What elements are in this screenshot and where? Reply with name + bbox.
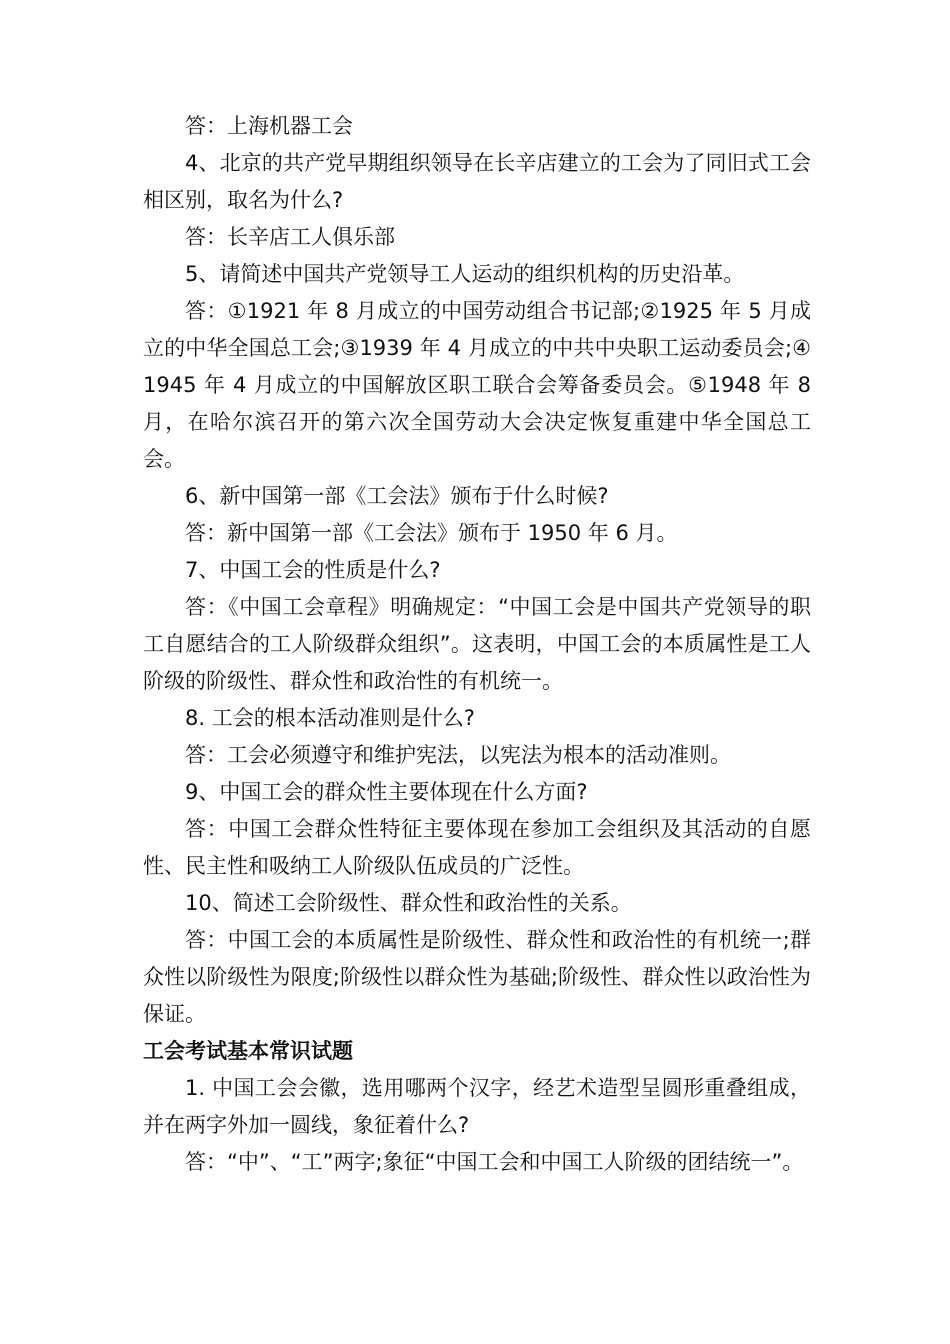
section-heading: 工会考试基本常识试题 <box>143 1039 353 1063</box>
question-5: 5、请简述中国共产党领导工人运动的组织机构的历史沿革。 <box>185 262 745 286</box>
answer-9: 答：中国工会群众性特征主要体现在参加工会组织及其活动的自愿性、民主性和吸纳工人阶级队伍成员的广泛性。 <box>143 817 811 878</box>
answer-3: 答：上海机器工会 <box>185 114 353 138</box>
document-body <box>143 108 811 1181</box>
question-10: 10、简述工会阶级性、群众性和政治性的关系。 <box>185 891 632 915</box>
question-8: 8. 工会的根本活动准则是什么? <box>185 706 475 730</box>
answer-7: 答：《中国工会章程》明确规定：“中国工会是中国共产党领导的职工自愿结合的工人阶级群众组织”。这表明，中国工会的本质属性是工人阶级的阶级性、群众性和政治性的有机统一。 <box>143 595 811 693</box>
question-6: 6、新中国第一部《工会法》颁布于什么时候? <box>185 484 609 508</box>
answer-10: 答：中国工会的本质属性是阶级性、群众性和政治性的有机统一;群众性以阶级性为限度;阶级性以群众性为基础;阶级性、群众性以政治性为保证。 <box>143 928 811 1026</box>
answer-4: 答：长辛店工人俱乐部 <box>185 225 395 249</box>
answer-5: 答：①1921 年 8 月成立的中国劳动组合书记部;②1925 年 5 月成立的中华全国总工会;③1939 年 4 月成立的中共中央职工运动委员会;④1945 年 4 月成立的中国解放区职工联合会筹备委员会。⑤1948 年 8 月，在哈尔滨召开的第六次全国劳动大会决定恢复重建中华全国总工会。 <box>143 299 811 471</box>
answer-8: 答：工会必须遵守和维护宪法，以宪法为根本的活动准则。 <box>185 743 731 767</box>
answer-6: 答：新中国第一部《工会法》颁布于 1950 年 6 月。 <box>185 521 678 545</box>
question-7: 7、中国工会的性质是什么? <box>185 558 441 582</box>
section-answer-1: 答：“中”、“工”两字;象征“中国工会和中国工人阶级的团结统一”。 <box>185 1150 804 1174</box>
section-question-1: 1. 中国工会会徽，选用哪两个汉字，经艺术造型呈圆形重叠组成，并在两字外加一圆线，象征着什么? <box>143 1076 811 1137</box>
question-4: 4、北京的共产党早期组织领导在长辛店建立的工会为了同旧式工会相区别，取名为什么? <box>143 151 811 212</box>
question-9: 9、中国工会的群众性主要体现在什么方面? <box>185 780 588 804</box>
